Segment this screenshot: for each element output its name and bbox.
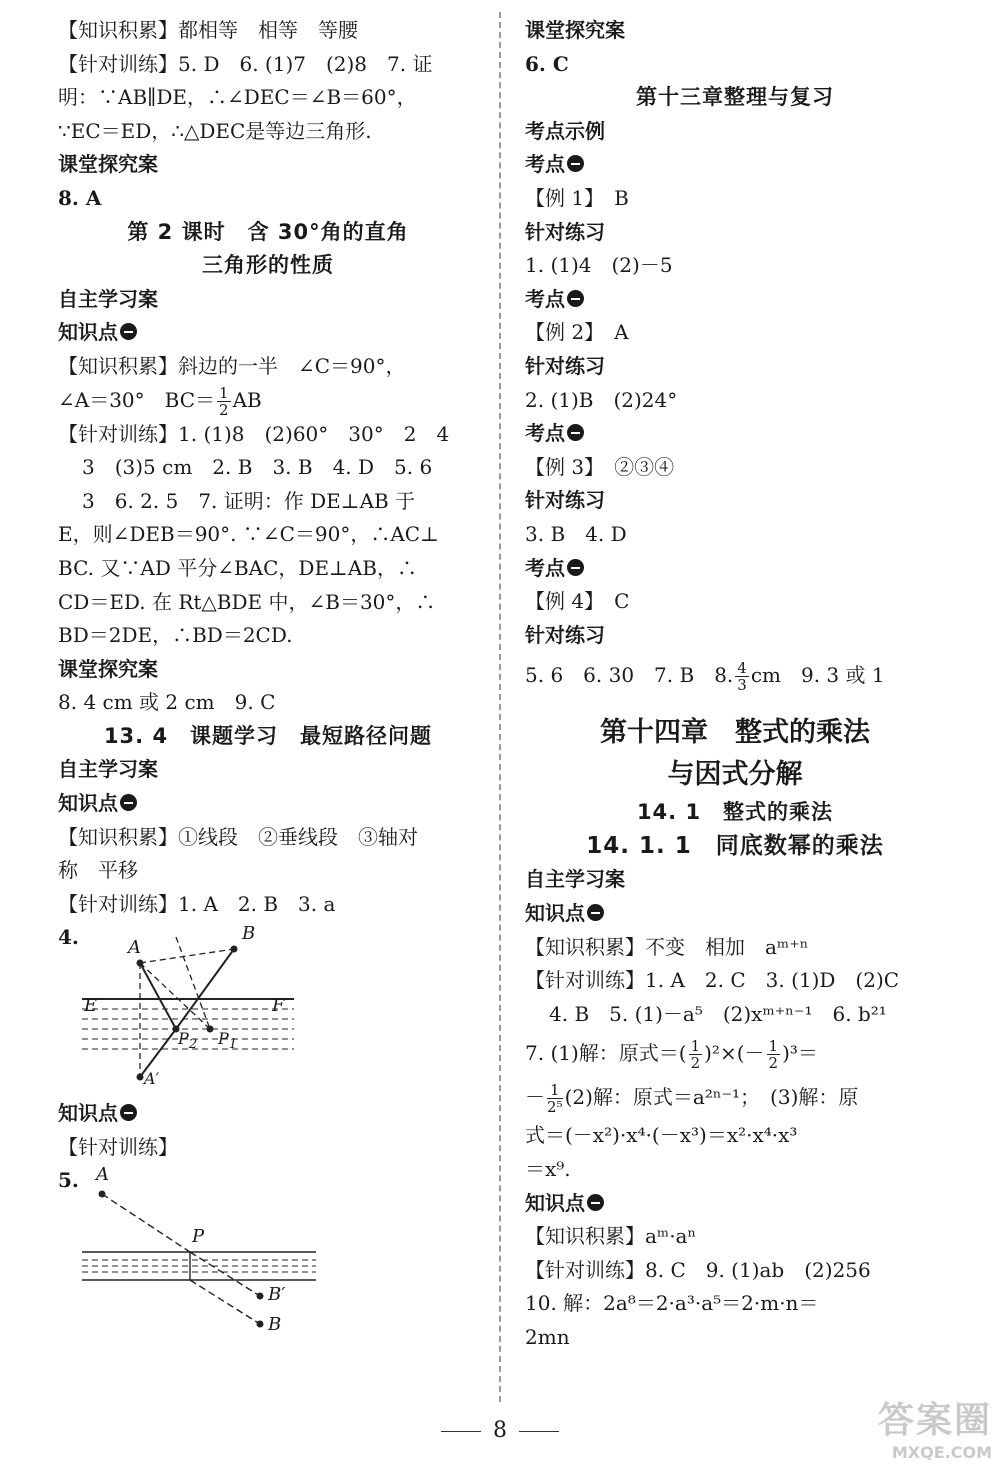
section-heading: 考点示例 <box>525 118 605 143</box>
knowledge-point: 知识点 <box>525 897 945 931</box>
number-badge-icon <box>567 155 584 172</box>
exam-point: 考点 <box>525 148 945 182</box>
text-line: 【针对训练】1. (1)8 (2)60° 30° 2 4 <box>58 421 450 446</box>
text-line: ∠A＝30° BC＝ $\frac{1}{2}$ AB <box>58 383 262 419</box>
point-label: E <box>84 995 98 1017</box>
lesson-title: 第 2 课时 含 30°角的直角 <box>127 219 409 244</box>
text-line: 【例 4】 C <box>525 589 630 614</box>
exam-point: 考点 <box>525 552 945 586</box>
diagram <box>58 1172 338 1352</box>
text-line: CD＝ED. 在 Rt△BDE 中，∠B＝30°，∴ <box>58 589 436 614</box>
column-divider <box>499 12 501 1402</box>
number-badge-icon <box>587 1194 604 1211</box>
right-column <box>525 14 945 1355</box>
figure-shortest-path-2 <box>58 1163 478 1352</box>
text-line: 8. A <box>58 185 102 210</box>
knowledge-point: 知识点 <box>525 1187 945 1221</box>
section-heading: 针对练习 <box>525 622 605 647</box>
number-badge-icon <box>120 323 137 340</box>
text-line: 【知识积累】不变 相加 aᵐ⁺ⁿ <box>525 934 809 959</box>
point-label: B <box>268 1313 282 1335</box>
text-line: 3 (3)5 cm 2. B 3. B 4. D 5. 6 <box>82 455 433 480</box>
section-heading: 课堂探究案 <box>58 656 158 681</box>
section-heading: 自主学习案 <box>58 286 158 311</box>
number-badge-icon <box>567 290 584 307</box>
section-heading: 自主学习案 <box>525 867 625 892</box>
text-line: － $\frac{1}{\text{2⁵}}$ (2)解：原式＝a²ⁿ⁻¹； (3)解：原 <box>525 1081 859 1117</box>
text-line: 8. 4 cm 或 2 cm 9. C <box>58 690 276 715</box>
chapter-title: 与因式分解 <box>667 759 803 791</box>
fraction: $\frac{1}{\text{2⁵}}$ <box>547 1081 563 1117</box>
text-line: 【针对训练】 <box>58 1134 178 1159</box>
section-heading: 针对练习 <box>525 353 605 378</box>
text-line: 【针对训练】1. A 2. C 3. (1)D (2)C <box>525 968 900 993</box>
text-line: 明：∵AB∥DE，∴∠DEC＝∠B＝60°， <box>58 85 417 110</box>
section-heading: 课堂探究案 <box>58 152 158 177</box>
point-label: A <box>128 937 141 959</box>
chapter-title: 第十四章 整式的乘法 <box>600 717 870 749</box>
text-line: 3. B 4. D <box>525 521 627 546</box>
knowledge-point: 知识点 <box>58 316 478 350</box>
text-line: ＝x⁹. <box>525 1157 571 1182</box>
lesson-title: 14. 1. 1 同底数幂的乘法 <box>586 832 884 859</box>
fraction: $\frac{4}{3}$ <box>737 659 747 695</box>
lesson-title: 三角形的性质 <box>202 253 334 278</box>
left-column <box>58 14 478 1352</box>
text-line: 【例 3】 ②③④ <box>525 454 675 479</box>
exam-point: 考点 <box>525 283 945 317</box>
text-line: 5. 6 6. 30 7. B 8. $\frac{4}{3}$ cm 9. 3 或 1 <box>525 659 885 695</box>
point-label: A <box>96 1163 109 1185</box>
text-line: 【知识积累】aᵐ·aⁿ <box>525 1224 697 1249</box>
knowledge-point: 知识点 <box>58 1097 478 1131</box>
text-line: 【知识积累】①线段 ②垂线段 ③轴对 <box>58 824 418 849</box>
text-line: 【例 1】 B <box>525 185 629 210</box>
text-line: 4. B 5. (1)－a⁵ (2)xᵐ⁺ⁿ⁻¹ 6. b²¹ <box>549 1001 887 1026</box>
text-line: 10. 解：2a⁸＝2·a³·a⁵＝2·m·n＝ <box>525 1291 819 1316</box>
text-line: 【知识积累】斜边的一半 ∠C＝90°， <box>58 353 406 378</box>
number-badge-icon <box>567 424 584 441</box>
number-badge-icon <box>567 559 584 576</box>
lesson-title: 13. 4 课题学习 最短路径问题 <box>103 723 433 748</box>
section-heading: 课堂探究案 <box>525 18 625 42</box>
text-line: 5. <box>58 1168 79 1193</box>
point-label: A′ <box>144 1069 160 1089</box>
section-title: 14. 1 整式的乘法 <box>636 800 834 825</box>
section-heading: 针对练习 <box>525 488 605 513</box>
text-line: BD＝2DE，∴BD＝2CD. <box>58 623 293 648</box>
page-number: 8 <box>0 1418 1000 1443</box>
text-line: 4. <box>58 925 79 950</box>
number-badge-icon <box>587 904 604 921</box>
point-label: F <box>272 995 285 1017</box>
point-label: $P_1$ <box>218 1029 238 1053</box>
chapter-review-title: 第十三章整理与复习 <box>636 85 834 110</box>
text-line: 【针对训练】1. A 2. B 3. a <box>58 891 336 916</box>
point-label: P <box>192 1225 205 1247</box>
text-line: 【针对训练】5. D 6. (1)7 (2)8 7. 证 <box>58 51 433 76</box>
text-line: 【例 2】 A <box>525 320 629 345</box>
text-line: E，则∠DEB＝90°. ∵∠C＝90°，∴AC⊥ <box>58 522 439 547</box>
section-heading: 自主学习案 <box>58 757 158 782</box>
figure-shortest-path-1-overlay <box>58 923 478 1089</box>
text-line: 7. (1)解：原式＝( $\frac{1}{2}$ )²×(－ $\frac{1}{2}$ )³＝ <box>525 1037 818 1073</box>
text-line: ∵EC＝ED，∴△DEC是等边三角形. <box>58 118 372 143</box>
text-line: 6. C <box>525 51 569 76</box>
point-label: $P_2$ <box>178 1029 198 1053</box>
exam-point: 考点 <box>525 417 945 451</box>
fraction: $\frac{1}{2}$ <box>690 1037 701 1073</box>
text-line: 式＝(－x²)·x⁴·(－x³)＝x²·x⁴·x³ <box>525 1123 798 1148</box>
point-label: B′ <box>268 1283 286 1305</box>
point-label: B <box>242 923 256 945</box>
section-heading: 针对练习 <box>525 219 605 244</box>
number-badge-icon <box>120 1104 137 1121</box>
knowledge-point: 知识点 <box>58 787 478 821</box>
text-line: 【针对训练】8. C 9. (1)ab (2)256 <box>525 1257 871 1282</box>
text-line: 2. (1)B (2)24° <box>525 387 678 412</box>
fraction: $\frac{1}{2}$ <box>219 383 229 419</box>
text-line: 称 平移 <box>58 858 138 883</box>
number-badge-icon <box>120 794 137 811</box>
text-line: 1. (1)4 (2)－5 <box>525 253 673 278</box>
text-line: 【知识积累】都相等 相等 等腰 <box>58 18 358 42</box>
text-line: 3 6. 2. 5 7. 证明：作 DE⊥AB 于 <box>82 488 416 513</box>
fraction: $\frac{1}{2}$ <box>768 1037 779 1073</box>
text-line: 2mn <box>525 1325 570 1349</box>
text-line: BC. 又∵AD 平分∠BAC，DE⊥AB，∴ <box>58 555 417 580</box>
watermark-logo: 答案圈 MXQE.COM <box>877 1400 992 1462</box>
